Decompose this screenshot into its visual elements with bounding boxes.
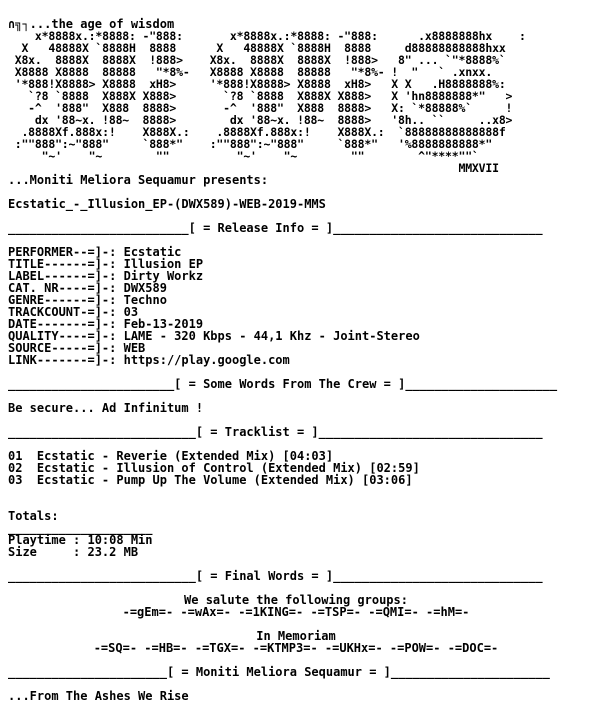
ascii-art-line: "~' "~ "" "~' "~ "" ^"****""` <box>8 149 479 163</box>
memoriam-line: In Memoriam <box>256 629 336 643</box>
ascii-art-line: X8x. 8888X 8888X !888> X8x. 8888X 8888X !888> 8" ... `"*8888%` <box>8 53 506 67</box>
section-header-footer: ______________________[ = Moniti Meliora Sequamur = ]______________________ <box>8 665 550 679</box>
ascii-art-line: X 48888X `8888H 8888 X 48888X `8888H 8888 d88888888888hxx <box>8 41 506 55</box>
intro-line: ∩╗┐...the age of wisdom <box>8 17 175 31</box>
totals-heading: Totals: <box>8 509 59 523</box>
track-row: 02 Ecstatic - Illusion of Control (Extended Mix) [02:59] <box>8 461 420 475</box>
release-info-link: LINK-------=]-: https://play.google.com <box>8 353 290 367</box>
release-info-date: DATE-------=]-: Feb-13-2019 <box>8 317 204 331</box>
release-info-catnr: CAT. NR----=]-: DWX589 <box>8 281 167 295</box>
section-header-final-words: __________________________[ = Final Words = ]_____________________________ <box>8 569 543 583</box>
release-info-source: SOURCE-----=]-: WEB <box>8 341 146 355</box>
release-info-title: TITLE------=]-: Illusion EP <box>8 257 204 271</box>
totals-size: Size : 23.2 MB <box>8 545 139 559</box>
salute-groups: -=gEm=- -=wAx=- -=1KING=- -=TSP=- -=QMI=- -=hM=- <box>122 605 470 619</box>
track-row: 01 Ecstatic - Reverie (Extended Mix) [04:03] <box>8 449 334 463</box>
section-header-release-info: _________________________[ = Release Info = ]_____________________________ <box>8 221 543 235</box>
crew-message: Be secure... Ad Infinitum ! <box>8 401 204 415</box>
release-info-performer: PERFORMER--=]-: Ecstatic <box>8 245 182 259</box>
release-name: Ecstatic_-_Illusion_EP-(DWX589)-WEB-2019-MMS <box>8 197 326 211</box>
ascii-art-line: -^ '888" X888 8888> -^ '888" X888 8888> X: `*88888%` ! <box>8 101 513 115</box>
salute-line: We salute the following groups: <box>184 593 408 607</box>
release-info-quality: QUALITY----=]-: LAME - 320 Kbps - 44,1 Khz - Joint-Stereo <box>8 329 420 343</box>
ascii-art-year: MMXVII <box>8 161 499 175</box>
memoriam-groups: -=SQ=- -=HB=- -=TGX=- -=KTMP3=- -=UKHx=- -=POW=- -=DOC=- <box>93 641 499 655</box>
totals-rule: ____________________ <box>8 521 153 535</box>
track-row: 03 Ecstatic - Pump Up The Volume (Extended Mix) [03:06] <box>8 473 413 487</box>
ascii-art-line: X8888 X8888 88888 "*8%- X8888 X8888 88888 "*8%- ! " ` .xnxx. <box>8 65 493 79</box>
totals-playtime: Playtime : 10:08 Min <box>8 533 153 547</box>
release-info-label: LABEL------=]-: Dirty Workz <box>8 269 204 283</box>
ascii-art-line: .8888Xf.888x:! X888X.: .8888Xf.888x:! X888X.: `88888888888888f <box>8 125 506 139</box>
ascii-art-line: '*888!X8888> X8888 xH8> '*888!X8888> X8888 xH8> X X .H8888888%: <box>8 77 506 91</box>
presents-line: ...Moniti Meliora Sequamur presents: <box>8 173 269 187</box>
outro-line: ...From The Ashes We Rise <box>8 689 189 703</box>
ascii-art-line: dx '88~x. !88~ 8888> dx '88~x. !88~ 8888> '8h.. `` ..x8> <box>8 113 513 127</box>
ascii-art-line: :""888":~"888" `888*" :""888":~"888" `888*" '%8888888888*" <box>8 137 493 151</box>
section-header-crew-words: _______________________[ = Some Words From The Crew = ]_____________________ <box>8 377 558 391</box>
ascii-art-line: x*8888x.:*8888: -"888: x*8888x.:*8888: -"888: .x8888888hx : <box>8 29 526 43</box>
ascii-art-line: `?8 `8888 X888X X888> `?8 `8888 X888X X888> X 'hn8888888*" > <box>8 89 513 103</box>
release-info-genre: GENRE------=]-: Techno <box>8 293 167 307</box>
release-info-trackcount: TRACKCOUNT-=]-: 03 <box>8 305 139 319</box>
section-header-tracklist: __________________________[ = Tracklist = ]_______________________________ <box>8 425 543 439</box>
